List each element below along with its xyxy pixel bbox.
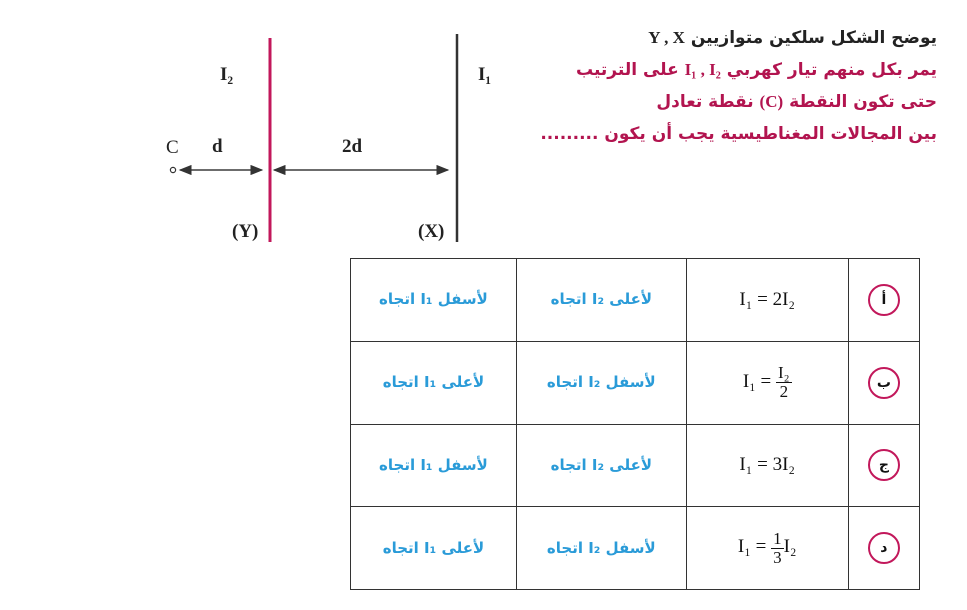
- option-c-i2-direction: اتجاه I₂ لأعلى: [516, 424, 686, 507]
- option-d-i1-direction: اتجاه I₁ لأعلى: [351, 507, 517, 590]
- label-2d: 2d: [342, 136, 363, 157]
- option-c-letter[interactable]: ج: [868, 449, 900, 481]
- label-y: (Y): [232, 221, 259, 242]
- option-row-d[interactable]: [351, 507, 920, 590]
- fraction: $\frac{1}{3}$: [773, 528, 782, 567]
- question-line-1: يوضح الشكل سلكين متوازيين Y , X: [648, 28, 937, 48]
- option-row-b[interactable]: [351, 341, 920, 424]
- point-name: (C): [759, 92, 784, 111]
- option-a-equation: I₁ = 2I₂: [686, 259, 848, 342]
- option-d-letter[interactable]: د: [868, 532, 900, 564]
- option-a-i2-direction: اتجاه I₂ لأعلى: [516, 259, 686, 342]
- option-row-c[interactable]: [351, 424, 920, 507]
- option-c-i1-direction: اتجاه I₁ لأسفل: [351, 424, 517, 507]
- option-a-letter-cell[interactable]: [848, 259, 919, 342]
- point-c: [170, 167, 175, 172]
- label-i1: I₁: [478, 64, 492, 85]
- question-line-4: بين المجالات المغناطيسية يجب أن يكون .........: [540, 124, 937, 144]
- diagram-svg: [0, 0, 520, 260]
- option-c-letter-cell[interactable]: [848, 424, 919, 507]
- option-b-i2-direction: اتجاه I₂ لأسفل: [516, 341, 686, 424]
- question-text: [497, 22, 937, 150]
- option-c-equation: I₁ = 3I₂: [686, 424, 848, 507]
- option-a-letter[interactable]: أ: [868, 284, 900, 316]
- option-d-letter-cell[interactable]: [848, 507, 919, 590]
- label-i2: I₂: [220, 64, 234, 85]
- option-d-i2-direction: اتجاه I₂ لأسفل: [516, 507, 686, 590]
- current-names: I₁ , I₂: [684, 60, 721, 79]
- options-table: [350, 258, 920, 590]
- option-b-i1-direction: اتجاه I₁ لأعلى: [351, 341, 517, 424]
- fraction: $\frac{\text{I₂}}{2}$: [778, 363, 790, 402]
- option-b-letter-cell[interactable]: [848, 341, 919, 424]
- option-b-equation: I₁ = $\frac{\text{I₂}}{2}$: [686, 341, 848, 424]
- label-d: d: [212, 136, 223, 157]
- wire-names: Y , X: [648, 28, 685, 47]
- option-row-a[interactable]: [351, 259, 920, 342]
- option-b-letter[interactable]: ب: [868, 367, 900, 399]
- question-line-3: حتى تكون النقطة (C) نقطة تعادل: [656, 92, 937, 112]
- question-line-2: يمر بكل منهم تيار كهربي I₁ , I₂ على الترتيب: [575, 60, 937, 80]
- option-a-i1-direction: اتجاه I₁ لأسفل: [351, 259, 517, 342]
- option-d-equation: I₁ = $\frac{1}{3}$ I₂: [686, 507, 848, 590]
- label-c: C: [166, 137, 179, 158]
- label-x: (X): [418, 221, 445, 242]
- wires-diagram: [0, 0, 520, 260]
